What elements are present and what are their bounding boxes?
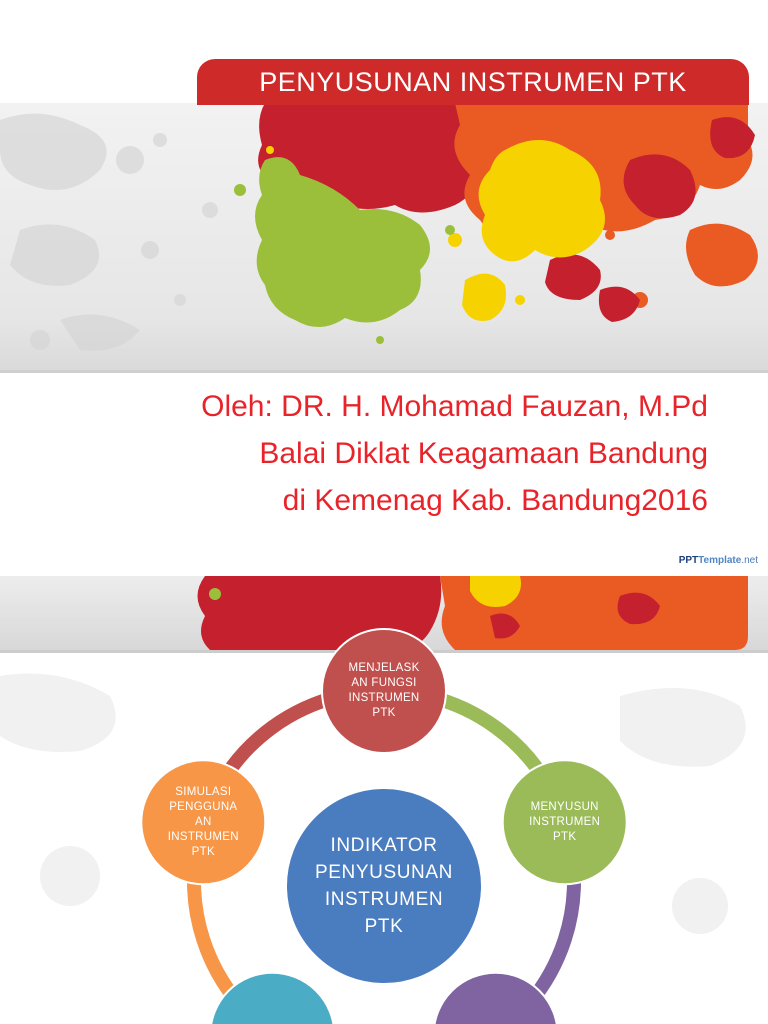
author-line-1: Oleh: DR. H. Mohamad Fauzan, M.Pd [201,390,708,423]
center-node-label: INDIKATOR PENYUSUNAN INSTRUMEN PTK [315,835,453,937]
diagram-slide [0,576,768,1024]
arc-to-node-3 [530,868,574,1003]
arc-to-explain [223,697,338,781]
author-line-3: di Kemenag Kab. Bandung2016 [282,484,708,517]
arc-to-simulation [194,868,238,1003]
arc-to-compose [430,697,545,781]
cycle-diagram [0,576,768,1024]
node-label-compose-instrument: MENYUSUN INSTRUMEN PTK [529,800,601,843]
node-label-simulation: SIMULASI PENGGUNA AN INSTRUMEN PTK [167,785,239,858]
author-line-2: Balai Diklat Keagamaan Bandung [259,437,708,470]
slide-title: PENYUSUNAN INSTRUMEN PTK [259,67,687,97]
node-label-explain-function: MENJELASK AN FUNGSI INSTRUMEN PTK [348,662,420,719]
brand-watermark: PPTTemplate.net [678,555,758,566]
